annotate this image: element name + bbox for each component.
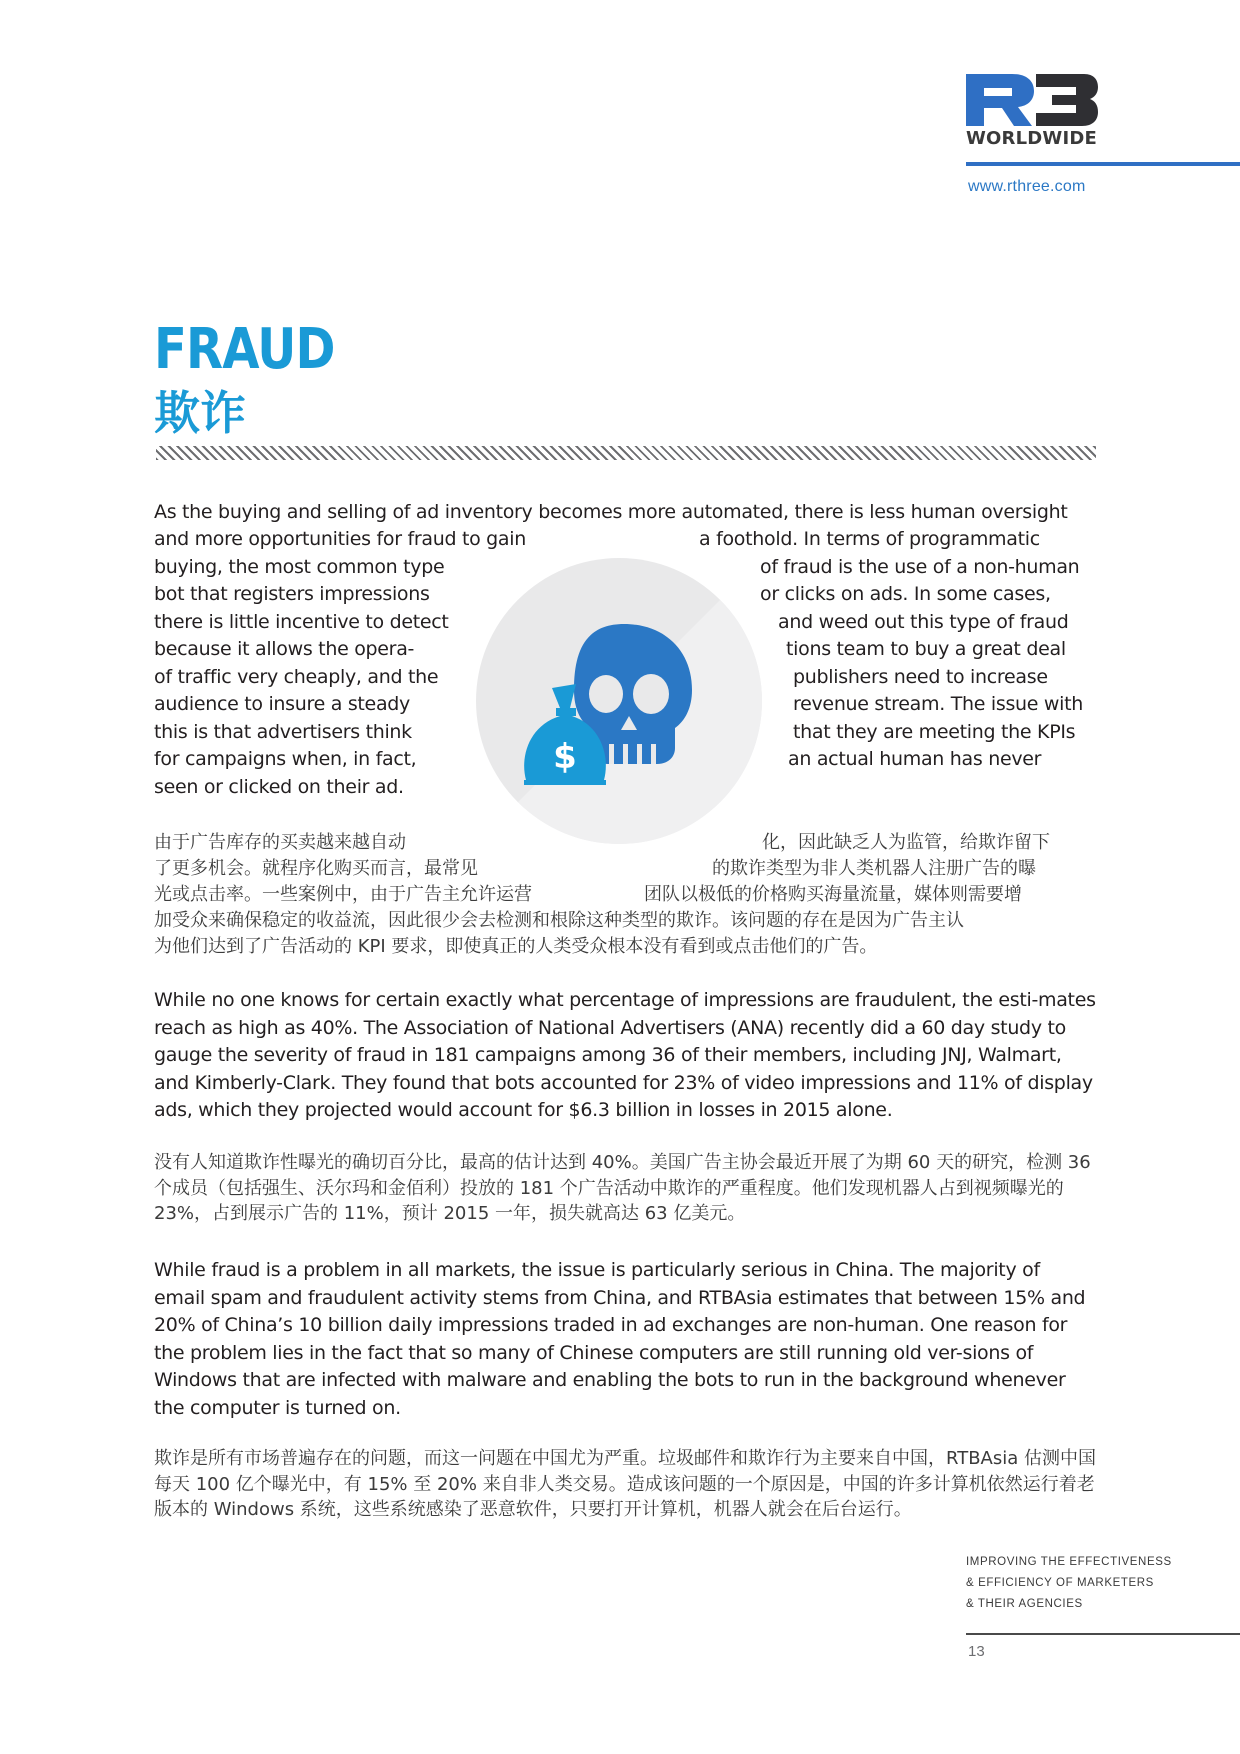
- text-line: and more opportunities for fraud to gain: [154, 528, 526, 550]
- text-line: 团队以极低的价格购买海量流量，媒体则需要增: [644, 884, 1022, 905]
- page-title-zh: 欺诈: [154, 386, 246, 440]
- brand-logo: [966, 74, 1098, 156]
- text-line: a foothold. In terms of programmatic: [699, 528, 1040, 550]
- tagline-line: & EFFICIENCY OF MARKETERS: [966, 1577, 1154, 1589]
- text-line: 化，因此缺乏人为监管，给欺诈留下: [762, 832, 1050, 853]
- text-line: buying, the most common type: [154, 556, 445, 578]
- paragraph-zh-3: 欺诈是所有市场普遍存在的问题，而这一问题在中国尤为严重。垃圾邮件和欺诈行为主要来自中国，RTBAsia 估测中国每天 100 亿个曝光中，有 15% 至 20% 来自非人类交易。造成该问题的一个原因是，中国的许多计算机依然运行着老版本的 Windows 系统，这些系统感染了恶意软件，只要打开计算机，机器人就会在后台运行。: [154, 1448, 1096, 1520]
- text-line: an actual human has never: [788, 748, 1042, 770]
- text-line: that they are meeting the KPIs: [793, 721, 1076, 743]
- logo-wordmark: WORLDWIDE: [966, 128, 1098, 149]
- text-line: there is little incentive to detect: [154, 611, 449, 633]
- text-line: seen or clicked on their ad.: [154, 776, 404, 798]
- text-line: or clicks on ads. In some cases,: [760, 583, 1051, 605]
- tagline-line: IMPROVING THE EFFECTIVENESS: [966, 1556, 1172, 1568]
- text-line: bot that registers impressions: [154, 583, 430, 605]
- tagline-line: & THEIR AGENCIES: [966, 1598, 1083, 1610]
- text-line: audience to insure a steady: [154, 693, 410, 715]
- site-url-link[interactable]: www.rthree.com: [968, 178, 1086, 195]
- text-line: of fraud is the use of a non-human: [760, 556, 1080, 578]
- text-line: 光或点击率。一些案例中，由于广告主允许运营: [154, 884, 532, 905]
- text-line: 由于广告库存的买卖越来越自动: [154, 832, 406, 853]
- paragraph-en-2: While no one knows for certain exactly what percentage of impressions are fraudulent, the esti-mates reach as high as 40%. The Association of National Advertisers (ANA) recently did a 60 day study to gauge the severity of fraud in 181 campaigns among 36 of their members, including JNJ, Walmart, and Kimberly-Clark. They found that bots accounted for 23% of video impressions and 11% of display ads, which they projected would account for $6.3 billion in losses in 2015 alone.: [154, 989, 1096, 1121]
- dollar-sign: $: [553, 737, 577, 777]
- text-line: As the buying and selling of ad inventory becomes more automated, there is less human oversight: [154, 501, 1068, 523]
- text-line: publishers need to increase: [793, 666, 1048, 688]
- text-line: tions team to buy a great deal: [786, 638, 1066, 660]
- text-line: 为他们达到了广告活动的 KPI 要求，即使真正的人类受众根本没有看到或点击他们的广告。: [154, 936, 878, 957]
- text-line: this is that advertisers think: [154, 721, 412, 743]
- text-line: of traffic very cheaply, and the: [154, 666, 439, 688]
- hatched-divider: [156, 446, 1096, 460]
- text-line: revenue stream. The issue with: [793, 693, 1084, 715]
- report-tagline: [966, 1552, 1172, 1615]
- r3-logo-mark: [966, 74, 1098, 126]
- paragraph-en-3: While fraud is a problem in all markets, the issue is particularly serious in China. The majority of email spam and fraudulent activity stems from China, and RTBAsia estimates that between 15% and 20% of China’s 10 billion daily impressions traded in ad exchanges are non-human. One reason for the problem lies in the fact that so many of Chinese computers are still running old ver-sions of Windows that are infected with malware and enabling the bots to run in the background whenever the computer is turned on.: [154, 1259, 1086, 1419]
- skull-with-money-bag-icon: [476, 558, 762, 844]
- header-rule: [966, 162, 1240, 166]
- page-number: 13: [968, 1643, 985, 1660]
- text-line: 加受众来确保稳定的收益流，因此很少会去检测和根除这种类型的欺诈。该问题的存在是因为广告主认: [154, 910, 964, 931]
- footer-rule: [966, 1633, 1240, 1635]
- page-title-en: FRAUD: [154, 317, 335, 382]
- text-line: and weed out this type of fraud: [778, 611, 1069, 633]
- text-line: because it allows the opera-: [154, 638, 415, 660]
- text-line: 的欺诈类型为非人类机器人注册广告的曝: [712, 858, 1036, 879]
- paragraph-zh-2: 没有人知道欺诈性曝光的确切百分比，最高的估计达到 40%。美国广告主协会最近开展了为期 60 天的研究，检测 36 个成员（包括强生、沃尔玛和金佰利）投放的 181 个广告活动中欺诈的严重程度。他们发现机器人占到视频曝光的 23%，占到展示广告的 11%，预计 2015 一年，损失就高达 63 亿美元。: [154, 1152, 1091, 1224]
- text-line: for campaigns when, in fact,: [154, 748, 417, 770]
- text-line: 了更多机会。就程序化购买而言，最常见: [154, 858, 478, 879]
